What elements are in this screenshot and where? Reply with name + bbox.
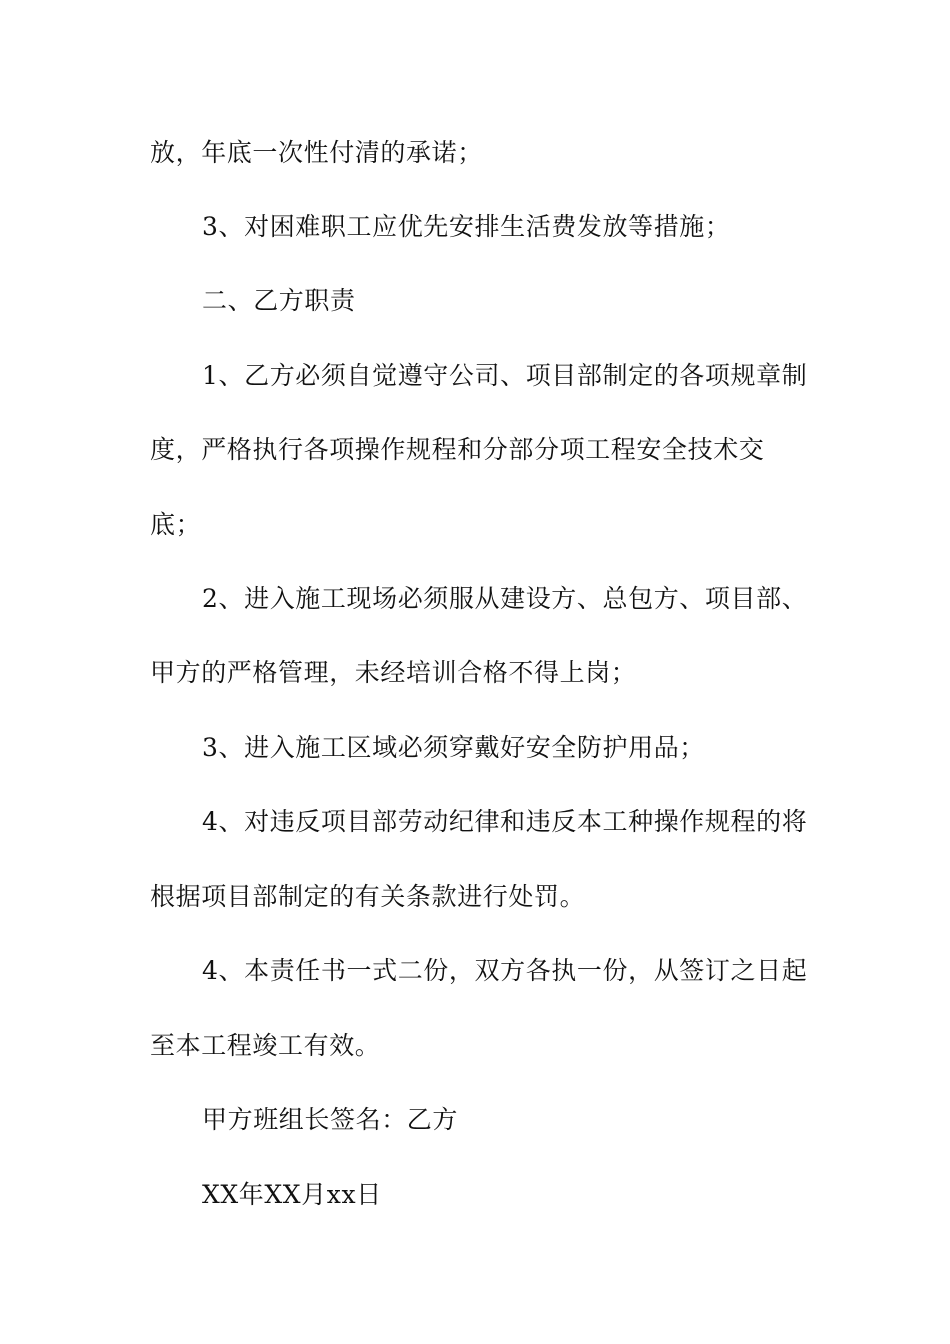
text-line-8: 甲方的严格管理，未经培训合格不得上岗； xyxy=(150,658,637,687)
date-line: XX年XX月xx日 xyxy=(202,1180,382,1209)
text-line-5: 度，严格执行各项操作规程和分部分项工程安全技术交 xyxy=(150,435,765,464)
text-line-12: 4、本责任书一式二份，双方各执一份，从签订之日起 xyxy=(202,956,808,985)
text-line-2: 3、对困难职工应优先安排生活费发放等措施； xyxy=(202,212,731,241)
signature-line: 甲方班组长签名：乙方 xyxy=(202,1105,459,1134)
text-line-13: 至本工程竣工有效。 xyxy=(150,1031,381,1060)
text-line-10: 4、对违反项目部劳动纪律和违反本工种操作规程的将 xyxy=(202,807,808,836)
text-line-4: 1、乙方必须自觉遵守公司、项目部制定的各项规章制 xyxy=(202,361,808,390)
section-heading-party-b-duties: 二、乙方职责 xyxy=(202,286,356,315)
text-line-7: 2、进入施工现场必须服从建设方、总包方、项目部、 xyxy=(202,584,808,613)
text-line-11: 根据项目部制定的有关条款进行处罚。 xyxy=(150,882,586,911)
text-line-1: 放，年底一次性付清的承诺； xyxy=(150,138,483,167)
text-line-6: 底； xyxy=(150,510,202,539)
text-line-9: 3、进入施工区域必须穿戴好安全防护用品； xyxy=(202,733,705,762)
